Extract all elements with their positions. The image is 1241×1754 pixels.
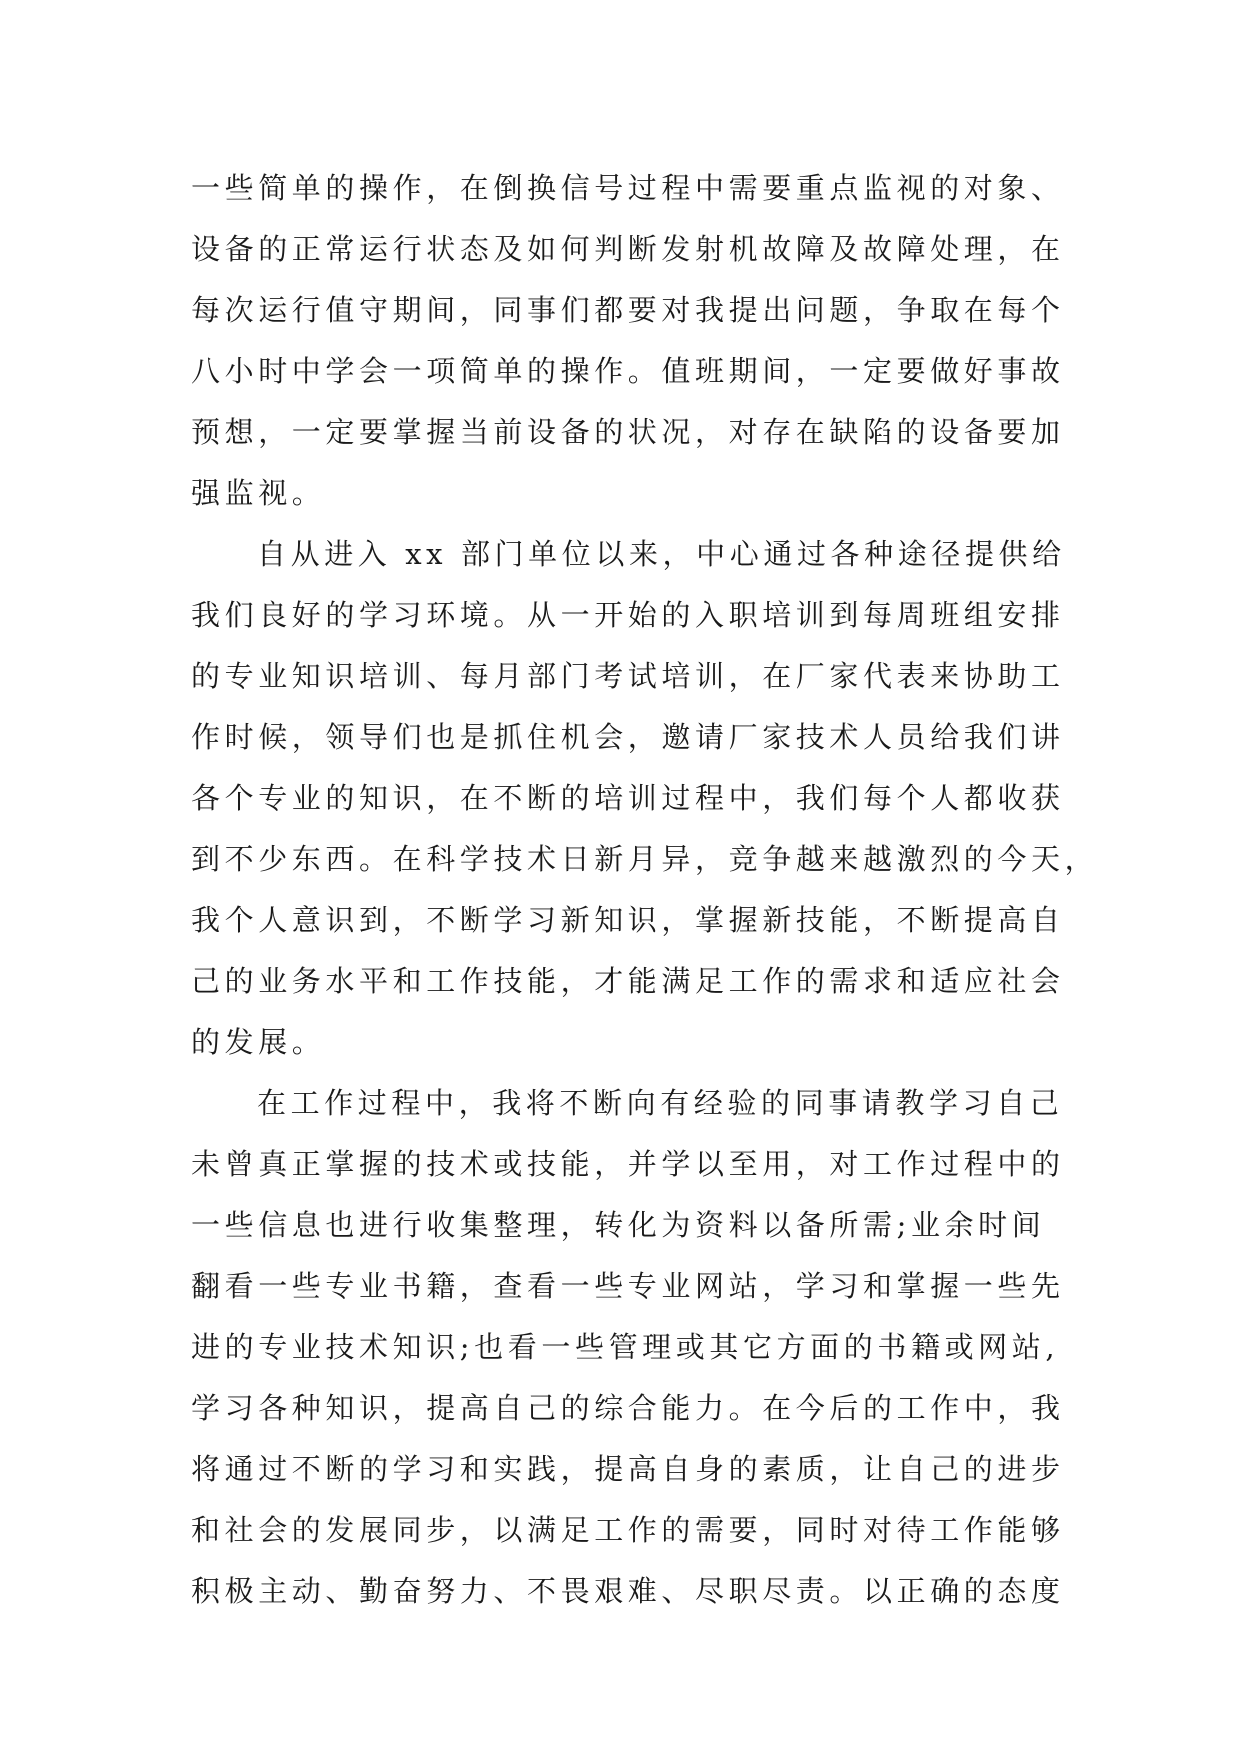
paragraph-1 [191,158,1065,524]
paragraph-line: 进的专业技术知识;也看一些管理或其它方面的书籍或网站, [191,1330,1060,1364]
paragraph-line: 我个人意识到，不断学习新知识，掌握新技能，不断提高自 [191,903,1065,937]
paragraph-line: 到不少东西。在科学技术日新月异，竞争越来越激烈的今天， [191,842,1099,876]
paragraph-line: 的专业知识培训、每月部门考试培训，在厂家代表来协助工 [191,659,1065,693]
paragraph-3 [191,1073,1065,1622]
paragraph-line: 设备的正常运行状态及如何判断发射机故障及故障处理，在 [191,232,1065,266]
paragraph-line: 我们良好的学习环境。从一开始的入职培训到每周班组安排 [191,598,1065,632]
paragraph-line: 强监视。 [191,476,326,510]
paragraph-line: 在工作过程中，我将不断向有经验的同事请教学习自己 [257,1086,1064,1120]
paragraph-line: 积极主动、勤奋努力、不畏艰难、尽职尽责。以正确的态度 [191,1574,1065,1608]
paragraph-line: 自从进入 xx 部门单位以来，中心通过各种途径提供给 [257,537,1066,571]
paragraph-line: 己的业务水平和工作技能，才能满足工作的需求和适应社会 [191,964,1065,998]
paragraph-line: 翻看一些专业书籍，查看一些专业网站，学习和掌握一些先 [191,1269,1065,1303]
paragraph-line: 和社会的发展同步，以满足工作的需要，同时对待工作能够 [191,1513,1065,1547]
paragraph-line: 未曾真正掌握的技术或技能，并学以至用，对工作过程中的 [191,1147,1065,1181]
paragraph-line: 各个专业的知识，在不断的培训过程中，我们每个人都收获 [191,781,1065,815]
paragraph-line: 一些信息也进行收集整理，转化为资料以备所需;业余时间 [191,1208,1046,1242]
paragraph-2 [191,524,1099,1073]
paragraph-line: 学习各种知识，提高自己的综合能力。在今后的工作中，我 [191,1391,1065,1425]
paragraph-line: 每次运行值守期间，同事们都要对我提出问题，争取在每个 [191,293,1065,327]
paragraph-line: 预想，一定要掌握当前设备的状况，对存在缺陷的设备要加 [191,415,1065,449]
paragraph-line: 一些简单的操作，在倒换信号过程中需要重点监视的对象、 [191,171,1065,205]
document-body [191,158,1099,1622]
paragraph-line: 的发展。 [191,1025,326,1059]
paragraph-line: 八小时中学会一项简单的操作。值班期间，一定要做好事故 [191,354,1065,388]
paragraph-line: 作时候，领导们也是抓住机会，邀请厂家技术人员给我们讲 [191,720,1065,754]
paragraph-line: 将通过不断的学习和实践，提高自身的素质，让自己的进步 [191,1452,1065,1486]
